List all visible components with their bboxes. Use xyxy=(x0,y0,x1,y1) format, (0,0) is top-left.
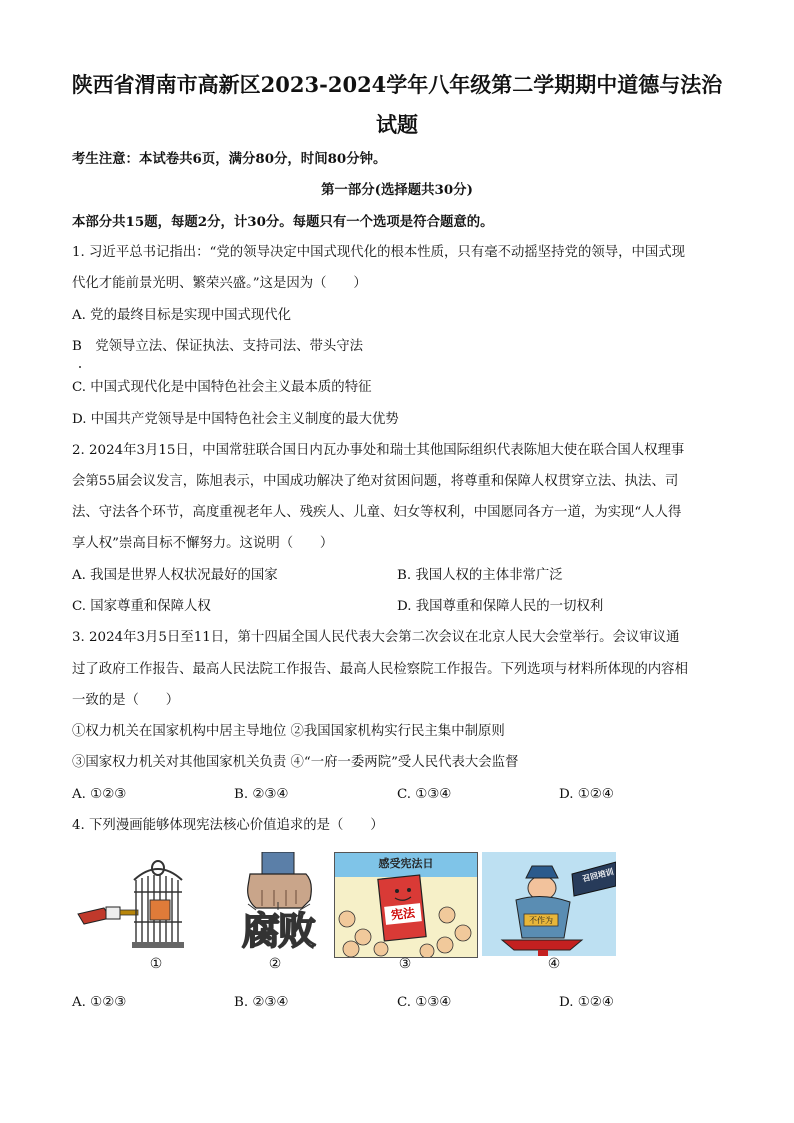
option-c: C. ①③④ xyxy=(397,787,452,802)
option-b: B. ②③④ xyxy=(234,787,289,802)
question-stem-line: 一致的是（ ） xyxy=(72,693,180,708)
question-stem-line: 2. 2024年3月15日，中国常驻联合国日内瓦办事处和瑞士其他国际组织代表陈旭大使在联合国人权理事 xyxy=(72,443,685,458)
option-b: B 党领导立法、保证执法、支持司法、带头守法 xyxy=(72,339,364,354)
part1-instruction: 本部分共15题，每题2分，计30分。每题只有一个选项是符合题意的。 xyxy=(72,214,494,230)
cartoon-caption-4: ④ xyxy=(547,956,561,972)
question-stem-line: 3. 2024年3月5日至11日，第十四届全国人民代表大会第二次会议在北京人民大会堂举行。会议审议通 xyxy=(72,630,680,645)
question-stem-line: 4. 下列漫画能够体现宪法核心价值追求的是（ ） xyxy=(72,818,384,833)
candidate-notice: 考生注意：本试卷共6页，满分80分，时间80分钟。 xyxy=(72,151,387,167)
option-d: D. 中国共产党领导是中国特色社会主义制度的最大优势 xyxy=(72,412,399,427)
question-stem-line: 代化才能前景光明、繁荣兴盛。”这是因为（ ） xyxy=(72,276,367,291)
question-stem-line: 法、守法各个环节，高度重视老年人、残疾人、儿童、妇女等权利，中国愿同各方一道，为实现“人人得 xyxy=(72,505,682,520)
constitution-book-label: 宪法 xyxy=(384,903,422,925)
option-a: A. ①②③ xyxy=(72,787,127,802)
option-d: D. 我国尊重和保障人民的一切权利 xyxy=(397,599,604,614)
cartoon-4-recall-training xyxy=(482,852,616,956)
option-c: C. 中国式现代化是中国特色社会主义最本质的特征 xyxy=(72,380,372,395)
exam-title-line2: 试题 xyxy=(376,112,418,137)
question-stem-line: 会第55届会议发言，陈旭表示，中国成功解决了绝对贫困问题，将尊重和保障人权贯穿立法、执法、司 xyxy=(72,474,679,489)
official-illustration xyxy=(482,852,616,956)
cage-illustration xyxy=(76,852,184,956)
cartoon-caption-2: ② xyxy=(268,956,282,972)
corruption-text: 腐败 xyxy=(241,909,314,953)
cartoon-caption-1: ① xyxy=(149,956,163,972)
option-d: D. ①②④ xyxy=(559,787,614,802)
option-b: B. 我国人权的主体非常广泛 xyxy=(397,568,563,583)
option-b: B. ②③④ xyxy=(234,995,289,1010)
inaction-label: 不作为 xyxy=(529,916,553,925)
option-d: D. ①②④ xyxy=(559,995,614,1010)
option-c: C. 国家尊重和保障人权 xyxy=(72,599,211,614)
option-a: A. ①②③ xyxy=(72,995,127,1010)
question-stem-line: 享人权”崇高目标不懈努力。这说明（ ） xyxy=(72,536,334,551)
stray-dot xyxy=(79,366,81,368)
option-a: A. 我国是世界人权状况最好的国家 xyxy=(72,568,278,583)
cartoon-caption-3: ③ xyxy=(398,956,412,972)
question-stem-line: 1. 习近平总书记指出：“党的领导决定中国式现代化的根本性质，只有毫不动摇坚持党的领导，中国式现 xyxy=(72,245,686,260)
cartoon-1-cage xyxy=(76,852,184,956)
statement-line: ③国家权力机关对其他国家机关负责 ④“一府一委两院”受人民代表大会监督 xyxy=(72,755,519,770)
statement-line: ①权力机关在国家机构中居主导地位 ②我国国家机构实行民主集中制原则 xyxy=(72,724,505,739)
cartoon-2-fist xyxy=(226,852,330,956)
constitution-day-banner: 感受宪法日 xyxy=(378,857,434,870)
recall-training-sign: 召回培训 xyxy=(581,867,615,884)
cartoon-3-constitution-day xyxy=(334,852,478,958)
part1-heading: 第一部分(选择题共30分) xyxy=(321,182,473,198)
question-stem-line: 过了政府工作报告、最高人民法院工作报告、最高人民检察院工作报告。下列选项与材料所体现的内容相 xyxy=(72,662,688,677)
option-a: A. 党的最终目标是实现中国式现代化 xyxy=(72,308,292,323)
exam-title-line1: 陕西省渭南市高新区2023-2024学年八年级第二学期期中道德与法治 xyxy=(71,72,723,97)
option-c: C. ①③④ xyxy=(397,995,452,1010)
